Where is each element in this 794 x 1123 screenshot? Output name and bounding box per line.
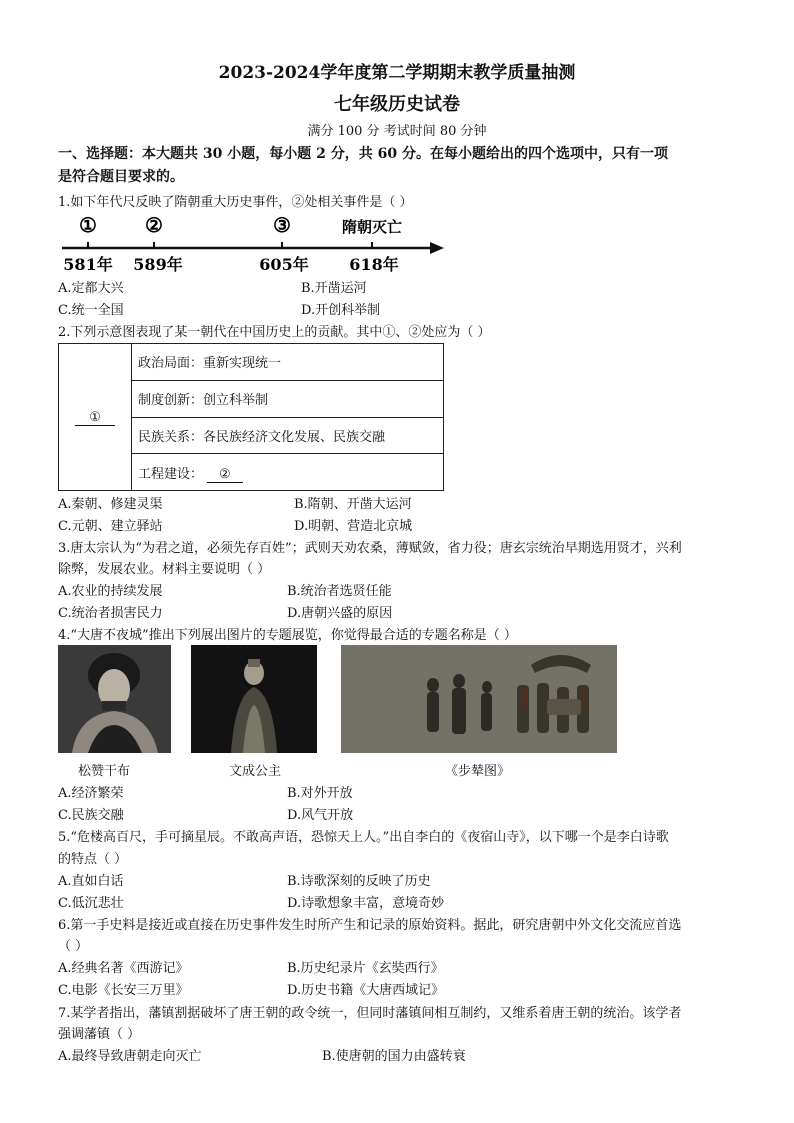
q4-option-b[interactable]: B.对外开放 bbox=[287, 786, 353, 801]
q5-option-a[interactable]: A.直如白话 bbox=[58, 874, 124, 889]
q2-blank-2: ② bbox=[207, 467, 243, 483]
timeline-year: 618年 bbox=[349, 255, 399, 274]
section-heading-line2: 是符合题目要求的。 bbox=[58, 169, 184, 185]
q3-text-line2: 除弊，发展农业。材料主要说明（ ） bbox=[58, 562, 271, 577]
q7-text-line2: 强调藩镇（ ） bbox=[58, 1027, 141, 1042]
exam-subtitle: 七年级历史试卷 bbox=[334, 94, 460, 115]
q2-left-cell bbox=[59, 344, 132, 491]
timeline-year: 605年 bbox=[259, 255, 309, 274]
q5-text-line1: 5.“危楼高百尺，手可摘星辰。不敢高声语，恐惊天上人。”出自李白的《夜宿山寺》，以下哪一个是李白诗歌 bbox=[58, 830, 669, 845]
bunian-painting-image bbox=[341, 645, 617, 753]
timeline-year: 581年 bbox=[63, 255, 113, 274]
q5-option-c[interactable]: C.低沉悲壮 bbox=[58, 896, 124, 911]
q6-option-a[interactable]: A.经典名著《西游记》 bbox=[58, 961, 189, 976]
q5-text-line2: 的特点（ ） bbox=[58, 852, 128, 867]
q4-text: 4.“大唐不夜城”推出下列展出图片的专题展览，你觉得最合适的专题名称是（ ） bbox=[58, 628, 517, 643]
timeline-label: ③ bbox=[273, 213, 291, 237]
q1-option-b[interactable]: B.开凿运河 bbox=[301, 281, 367, 296]
q2-option-d[interactable]: D.明朝、营造北京城 bbox=[294, 519, 413, 534]
q3-option-a[interactable]: A.农业的持续发展 bbox=[58, 584, 163, 599]
timeline-label: ① bbox=[79, 213, 97, 237]
q1-option-d[interactable]: D.开创科举制 bbox=[301, 303, 381, 318]
q2-row: 政治局面：重新实现统一 bbox=[132, 344, 444, 381]
princess-wencheng-image bbox=[191, 645, 317, 753]
q2-option-c[interactable]: C.元朝、建立驿站 bbox=[58, 519, 163, 534]
q3-option-d[interactable]: D.唐朝兴盛的原因 bbox=[287, 606, 393, 621]
exam-title: 2023-2024学年度第二学期期末教学质量抽测 bbox=[218, 63, 576, 83]
timeline-label: ② bbox=[145, 213, 163, 237]
q7-text-line1: 7.某学者指出，藩镇割据破坏了唐王朝的政令统一，但同时藩镇间相互制约，又维系着唐王朝的统治。该学者 bbox=[58, 1006, 682, 1021]
q1-text: 1.如下年代尺反映了隋朝重大历史事件，②处相关事件是（ ） bbox=[58, 195, 413, 210]
q2-row-label: 工程建设： bbox=[138, 466, 204, 482]
caption-bunian-painting: 《步辇图》 bbox=[445, 764, 511, 779]
q4-option-c[interactable]: C.民族交融 bbox=[58, 808, 124, 823]
q2-option-b[interactable]: B.隋朝、开凿大运河 bbox=[294, 497, 412, 512]
section-heading-line1: 一、选择题：本大题共 30 小题，每小题 2 分，共 60 分。在每小题给出的四个选项中，只有一项 bbox=[58, 146, 668, 162]
timeline-year: 589年 bbox=[133, 255, 183, 274]
caption-princess-wencheng: 文成公主 bbox=[229, 764, 282, 779]
q6-option-d[interactable]: D.历史书籍《大唐西域记》 bbox=[287, 983, 445, 998]
q2-blank-1: ① bbox=[75, 410, 115, 426]
q6-option-b[interactable]: B.历史纪录片《玄奘西行》 bbox=[287, 961, 444, 976]
timeline-label: 隋朝灭亡 bbox=[341, 218, 403, 236]
q5-option-b[interactable]: B.诗歌深刻的反映了历史 bbox=[287, 874, 431, 889]
q6-option-c[interactable]: C.电影《长安三万里》 bbox=[58, 983, 189, 998]
q4-option-d[interactable]: D.风气开放 bbox=[287, 808, 354, 823]
q2-row-engineering bbox=[132, 454, 444, 491]
q2-option-a[interactable]: A.秦朝、修建灵渠 bbox=[58, 497, 163, 512]
q2-row: 民族关系：各民族经济文化发展、民族交融 bbox=[132, 417, 444, 454]
caption-songtsen-gampo: 松赞干布 bbox=[78, 764, 131, 779]
q2-text: 2.下列示意图表现了某一朝代在中国历史上的贡献。其中①、②处应为（ ） bbox=[58, 325, 491, 340]
q3-option-b[interactable]: B.统治者选贤任能 bbox=[287, 584, 392, 599]
q2-diagram-table bbox=[58, 343, 444, 491]
timeline-arrow-icon bbox=[430, 242, 444, 254]
q2-row: 制度创新：创立科举制 bbox=[132, 380, 444, 417]
q1-option-a[interactable]: A.定都大兴 bbox=[58, 281, 124, 296]
q1-timeline bbox=[58, 208, 448, 278]
q6-text-line2: （ ） bbox=[58, 939, 89, 954]
exam-meta: 满分 100 分 考试时间 80 分钟 bbox=[307, 124, 487, 139]
q1-option-c[interactable]: C.统一全国 bbox=[58, 303, 124, 318]
q5-option-d[interactable]: D.诗歌想象丰富，意境奇妙 bbox=[287, 896, 445, 911]
q3-text-line1: 3.唐太宗认为“为君之道，必须先存百姓”；武则天劝农桑，薄赋敛，省力役；唐玄宗统治早期选用贤才，兴利 bbox=[58, 541, 682, 556]
q4-option-a[interactable]: A.经济繁荣 bbox=[58, 786, 124, 801]
q3-option-c[interactable]: C.统治者损害民力 bbox=[58, 606, 163, 621]
q6-text-line1: 6.第一手史料是接近或直接在历史事件发生时所产生和记录的原始资料。据此，研究唐朝中外文化交流应首选 bbox=[58, 918, 682, 933]
q7-option-a[interactable]: A.最终导致唐朝走向灭亡 bbox=[58, 1049, 202, 1064]
q7-option-b[interactable]: B.使唐朝的国力由盛转衰 bbox=[322, 1049, 466, 1064]
songtsen-gampo-image bbox=[58, 645, 171, 753]
